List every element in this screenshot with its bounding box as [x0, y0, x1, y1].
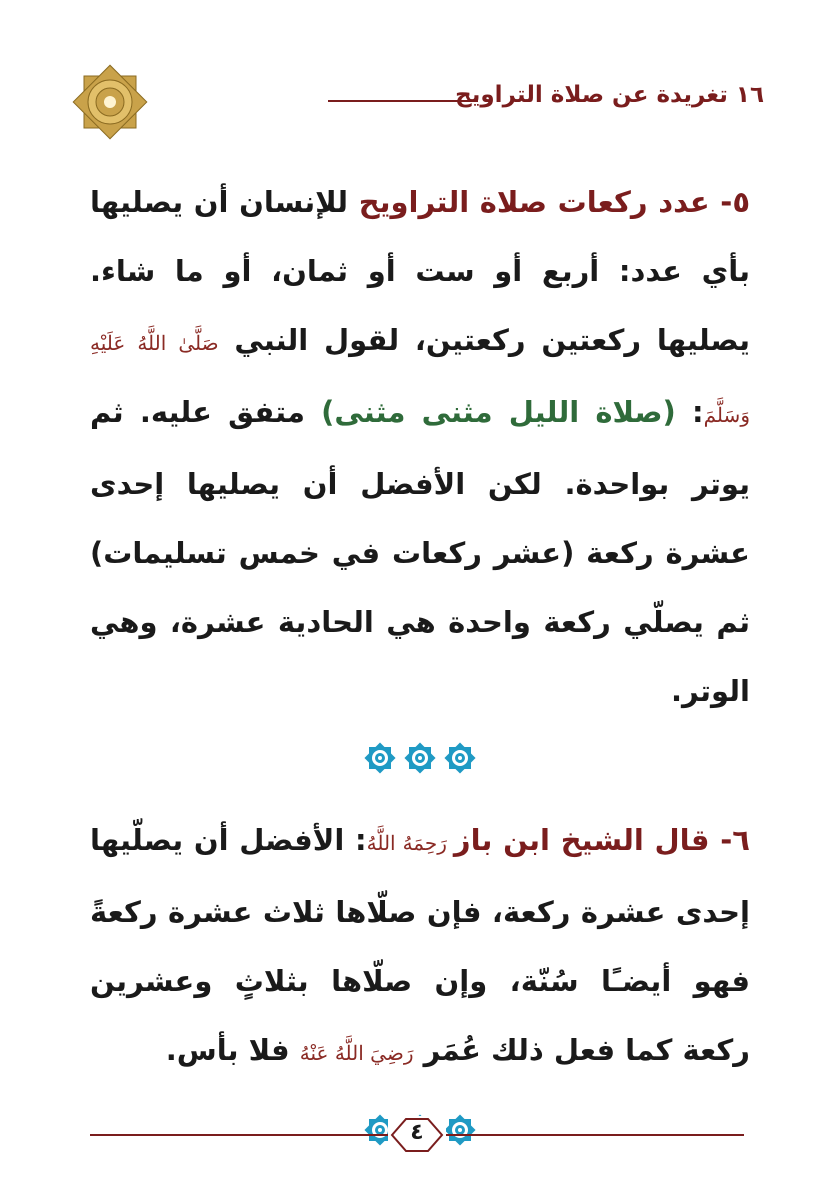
honorific: رَضِيَ اللَّهُ عَنْهُ: [299, 1041, 414, 1065]
section-text: فلا بأس.: [165, 1033, 300, 1067]
running-title: ١٦ تغريدة عن صلاة التراويح: [455, 82, 764, 108]
section-text: :: [675, 395, 704, 429]
floral-star-icon: [362, 740, 398, 776]
page-header: [70, 62, 764, 142]
section-5: [90, 168, 750, 726]
hadith-quote: (صلاة الليل مثنى مثنى): [321, 395, 676, 429]
page-body: [90, 168, 750, 1148]
honorific: رَحِمَهُ اللَّهُ: [366, 831, 454, 855]
section-divider: [90, 740, 750, 776]
octagram-emblem-icon: [70, 62, 150, 142]
floral-star-icon: [402, 740, 438, 776]
section-text: : الأفضل أن يصلّيها إحدى عشرة ركعة، فإن صلّاها ثلاث عشرة ركعةً فهو أيضـًا سُنّة، وإن صلّاها بثلاثٍ وعشرين ركعة كما فعل ذلك عُمَر: [90, 823, 750, 1067]
section-text: للإنسان أن يصليها بأي عدد: أربع أو ست أو ثمان، أو ما شاء. يصليها ركعتين ركعتين، لقول النبي: [90, 185, 751, 357]
honorific: صَلَّىٰ اللَّهُ عَلَيْهِ وَسَلَّمَ: [90, 331, 750, 427]
section-6: [90, 806, 750, 1088]
section-heading: ٦- قال الشيخ ابن باز: [453, 823, 750, 857]
section-heading: ٥- عدد ركعات صلاة التراويح: [358, 185, 751, 219]
page-number-frame: [388, 1116, 446, 1154]
page-number: ٤: [410, 1120, 424, 1145]
floral-star-icon: [442, 740, 478, 776]
page-footer: [90, 1110, 744, 1160]
section-text: متفق عليه. ثم يوتر بواحدة. لكن الأفضل أن يصليها إحدى عشرة ركعة (عشر ركعات في خمس تسليمات) ثم يصلّي ركعة واحدة هي الحادية عشرة، وهي الوتر.: [90, 395, 750, 708]
